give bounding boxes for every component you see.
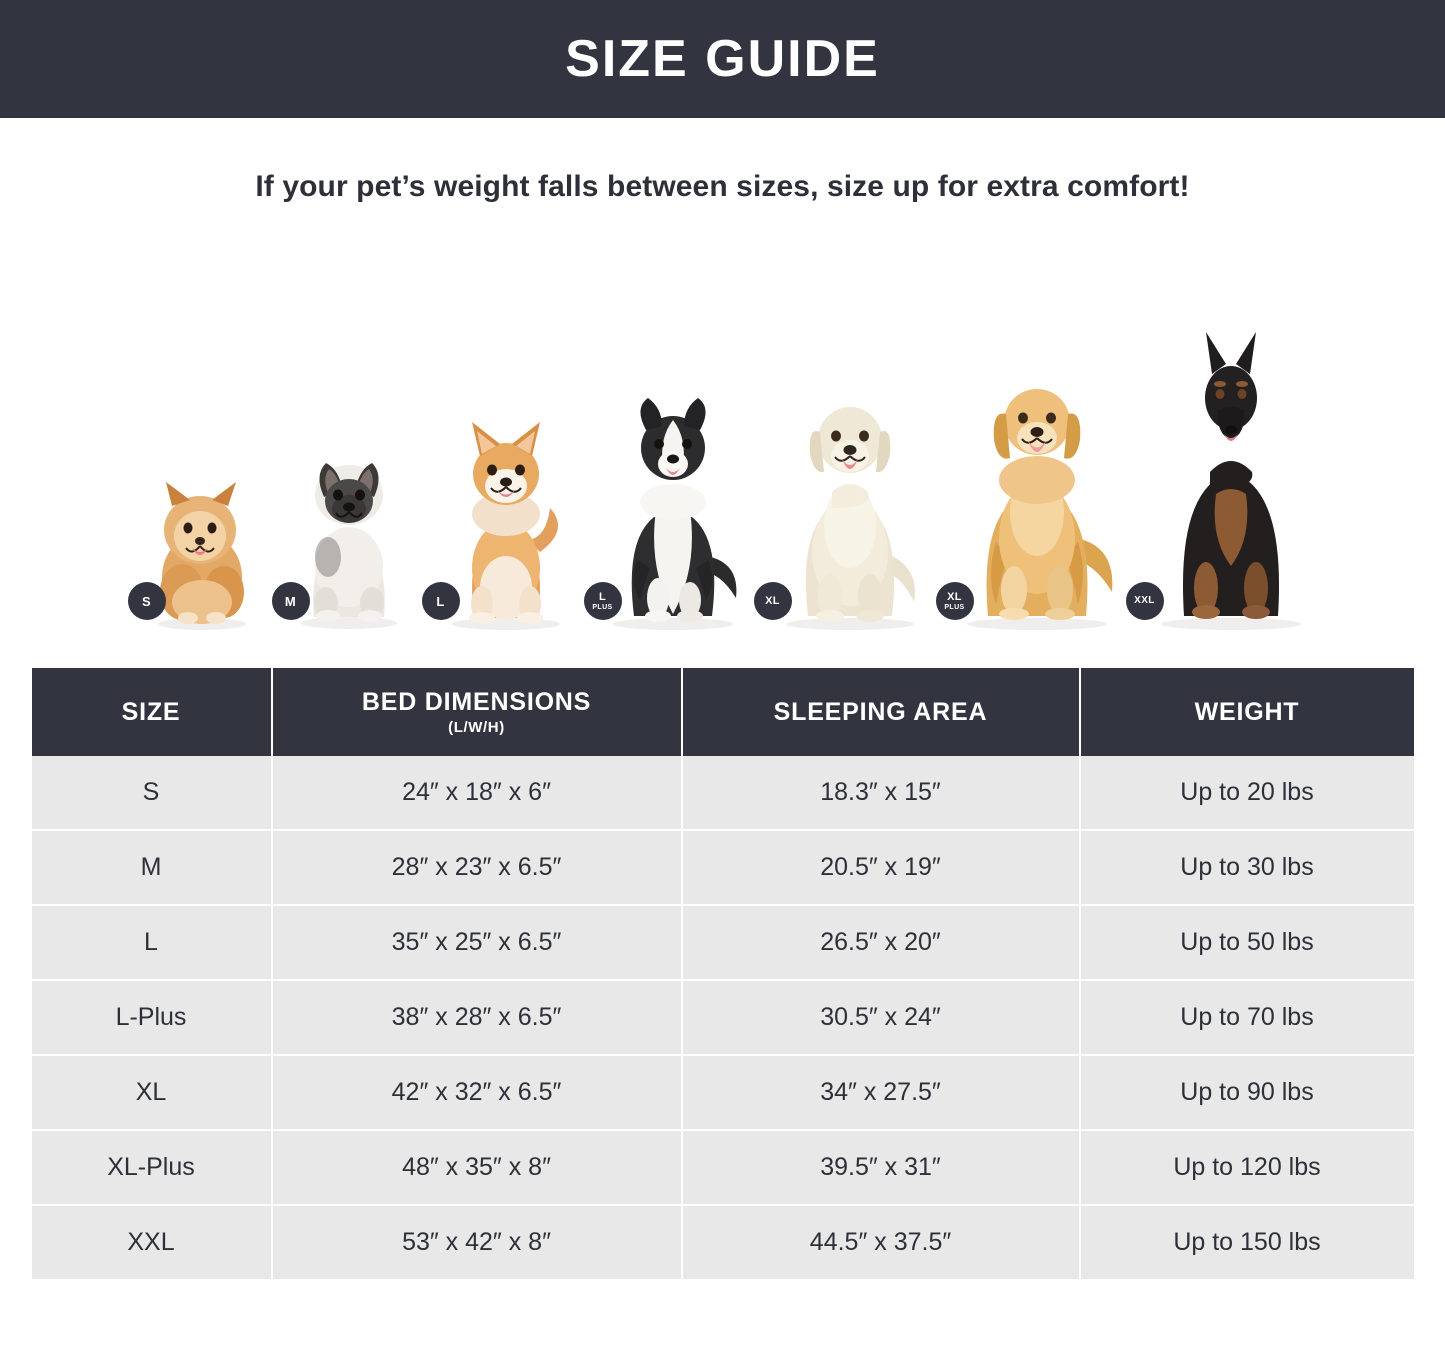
size-badge-l (422, 582, 460, 620)
cell-sleeping-area: 30.5″ x 24″ (682, 980, 1080, 1055)
cell-weight: Up to 150 lbs (1080, 1205, 1414, 1279)
subtitle-text: If your pet’s weight falls between sizes, size up for extra comfort! (255, 170, 1190, 203)
table-row (32, 1130, 1414, 1205)
dog-figure-l (436, 382, 576, 632)
dog-size-illustrations (0, 232, 1445, 632)
size-badge-label: XL (765, 594, 780, 607)
column-header-sleeping-area (682, 668, 1080, 756)
table-row (32, 980, 1414, 1055)
table-header (32, 668, 1414, 756)
column-header-bed-dimensions (272, 668, 682, 756)
column-header-size-label: SIZE (121, 697, 181, 726)
cell-sleeping-area: 39.5″ x 31″ (682, 1130, 1080, 1205)
table-row (32, 756, 1414, 830)
cell-bed-dimensions: 53″ x 42″ x 8″ (272, 1205, 682, 1279)
size-table (32, 668, 1414, 1279)
dog-figure-m (284, 417, 414, 632)
cell-sleeping-area: 18.3″ x 15″ (682, 756, 1080, 830)
cell-size: XL (32, 1055, 272, 1130)
column-header-sleeping-area-label: SLEEPING AREA (773, 697, 988, 726)
cell-sleeping-area: 26.5″ x 20″ (682, 905, 1080, 980)
table-header-row (32, 668, 1414, 756)
size-badge-label: XXL (1134, 595, 1155, 606)
size-badge-label: M (284, 593, 297, 609)
cell-size: L-Plus (32, 980, 272, 1055)
dog-figure-l-plus (592, 360, 748, 632)
column-header-weight (1080, 668, 1414, 756)
size-badge-l-plus (584, 582, 622, 620)
size-badge-xl (754, 582, 792, 620)
cell-sleeping-area: 34″ x 27.5″ (682, 1055, 1080, 1130)
cell-weight: Up to 30 lbs (1080, 830, 1414, 905)
subtitle-container (0, 118, 1445, 204)
cell-weight: Up to 50 lbs (1080, 905, 1414, 980)
cell-size: XL-Plus (32, 1130, 272, 1205)
labrador-retriever-icon (770, 340, 930, 632)
cell-size: M (32, 830, 272, 905)
cell-bed-dimensions: 38″ x 28″ x 6.5″ (272, 980, 682, 1055)
table-row (32, 905, 1414, 980)
dog-figure-xl (765, 340, 930, 632)
cell-weight: Up to 70 lbs (1080, 980, 1414, 1055)
cell-bed-dimensions: 48″ x 35″ x 8″ (272, 1130, 682, 1205)
cell-bed-dimensions: 24″ x 18″ x 6″ (272, 756, 682, 830)
size-badge-sublabel: PLUS (592, 603, 613, 611)
size-badge-sublabel: PLUS (944, 603, 965, 611)
table-row (32, 830, 1414, 905)
dog-figure-xxl (1134, 302, 1319, 632)
golden-retriever-icon (952, 322, 1122, 632)
column-header-bed-dimensions-label: BED DIMENSIONS (361, 688, 592, 716)
column-header-weight-label: WEIGHT (1194, 697, 1300, 726)
size-badge-label: XL (947, 590, 962, 603)
column-header-bed-dimensions-sublabel: (L/W/H) (448, 719, 505, 736)
size-badge-xl-plus (936, 582, 974, 620)
cell-size: L (32, 905, 272, 980)
size-table-container (32, 668, 1414, 1279)
table-row (32, 1055, 1414, 1130)
cell-sleeping-area: 44.5″ x 37.5″ (682, 1205, 1080, 1279)
cell-weight: Up to 90 lbs (1080, 1055, 1414, 1130)
cell-size: S (32, 756, 272, 830)
dog-figure-xl-plus (944, 322, 1122, 632)
cell-sleeping-area: 20.5″ x 19″ (682, 830, 1080, 905)
page-title: SIZE GUIDE (565, 30, 880, 88)
size-badge-xxl (1126, 582, 1164, 620)
cell-bed-dimensions: 28″ x 23″ x 6.5″ (272, 830, 682, 905)
table-body (32, 756, 1414, 1279)
table-row (32, 1205, 1414, 1279)
size-badge-label: L (598, 590, 607, 603)
cell-size: XXL (32, 1205, 272, 1279)
border-collie-icon (598, 360, 748, 632)
cell-weight: Up to 120 lbs (1080, 1130, 1414, 1205)
column-header-size (32, 668, 272, 756)
cell-bed-dimensions: 42″ x 32″ x 6.5″ (272, 1055, 682, 1130)
size-badge-label: L (436, 593, 445, 609)
size-badge-label: S (141, 593, 152, 609)
header-bar (0, 0, 1445, 118)
cell-weight: Up to 20 lbs (1080, 756, 1414, 830)
doberman-icon (1144, 302, 1319, 632)
dog-figure-s (142, 442, 262, 632)
size-badge-m (272, 582, 310, 620)
cell-bed-dimensions: 35″ x 25″ x 6.5″ (272, 905, 682, 980)
size-badge-s (128, 582, 166, 620)
